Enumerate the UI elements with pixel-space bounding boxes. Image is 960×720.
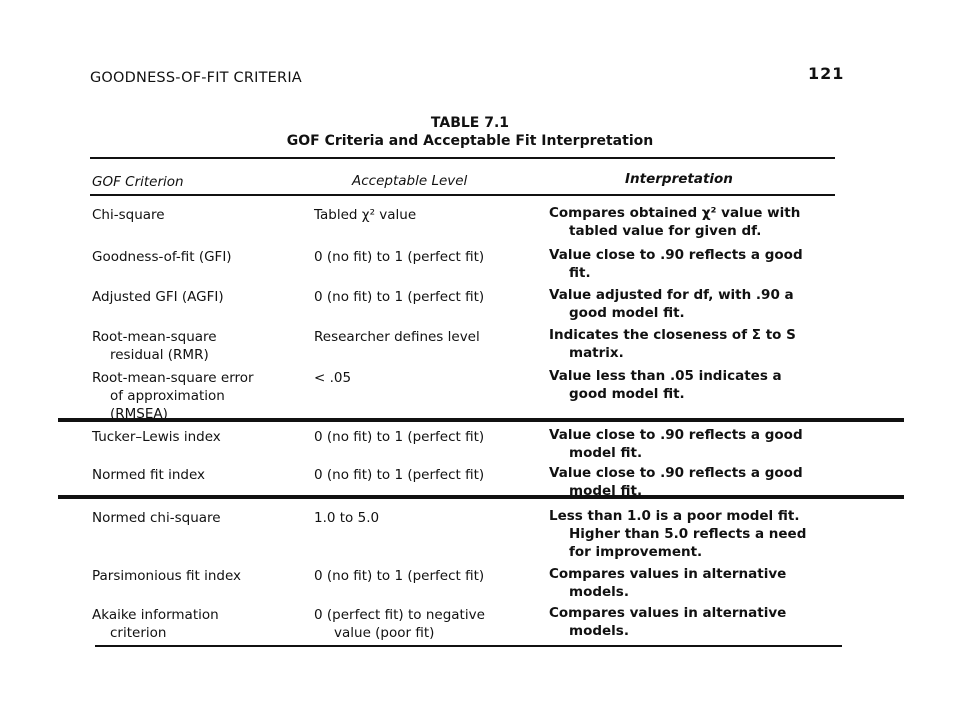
interpretation-cell: Compares values in alternative — [549, 566, 787, 582]
section-divider-2 — [58, 495, 904, 499]
interpretation-cell-cont: matrix. — [569, 345, 624, 361]
interpretation-cell-cont: models. — [569, 584, 629, 600]
interpretation-cell: Value adjusted for df, with .90 a — [549, 287, 794, 303]
criterion-cell-cont: criterion — [110, 625, 167, 641]
header-interpretation: Interpretation — [625, 171, 733, 187]
interpretation-cell-cont: Higher than 5.0 reflects a need — [569, 526, 807, 542]
criterion-cell: Normed fit index — [92, 467, 206, 483]
page-number: 121 — [808, 64, 845, 83]
interpretation-cell-cont: model fit. — [569, 483, 643, 499]
criterion-cell: Root-mean-square error — [92, 370, 254, 386]
criterion-cell: Parsimonious fit index — [92, 568, 242, 584]
table-caption: GOF Criteria and Acceptable Fit Interpretation — [286, 133, 654, 149]
level-cell: 0 (no fit) to 1 (perfect fit) — [314, 467, 485, 483]
table-top-rule — [90, 157, 835, 159]
interpretation-cell-cont: good model fit. — [569, 386, 685, 402]
interpretation-cell: Less than 1.0 is a poor model fit. — [549, 508, 800, 524]
level-cell: 0 (no fit) to 1 (perfect fit) — [314, 249, 485, 265]
level-cell: Researcher defines level — [314, 329, 480, 345]
interpretation-cell-cont: models. — [569, 623, 629, 639]
level-cell: 0 (no fit) to 1 (perfect fit) — [314, 289, 485, 305]
level-cell-cont: value (poor fit) — [334, 625, 435, 641]
level-cell: 1.0 to 5.0 — [314, 510, 380, 526]
interpretation-cell-cont: good model fit. — [569, 305, 685, 321]
interpretation-cell: Value less than .05 indicates a — [549, 368, 782, 384]
level-cell: Tabled χ² value — [314, 207, 417, 223]
interpretation-cell: Value close to .90 reflects a good — [549, 427, 803, 443]
table-number: TABLE 7.1 — [430, 115, 510, 131]
header-gof-criterion: GOF Criterion — [92, 174, 184, 190]
interpretation-cell: Indicates the closeness of Σ to S — [549, 327, 796, 343]
interpretation-cell-cont: model fit. — [569, 445, 643, 461]
criterion-cell-cont: of approximation (RMSEA) — [110, 388, 225, 422]
level-cell: 0 (perfect fit) to negative — [314, 607, 485, 623]
level-cell: < .05 — [314, 370, 352, 386]
criterion-cell: Tucker–Lewis index — [92, 429, 221, 445]
interpretation-cell-cont: fit. — [569, 265, 591, 281]
criterion-cell: Normed chi-square — [92, 510, 221, 526]
interpretation-cell: Value close to .90 reflects a good — [549, 247, 803, 263]
header-bottom-rule — [90, 194, 835, 196]
level-cell: 0 (no fit) to 1 (perfect fit) — [314, 429, 485, 445]
interpretation-cell-cont: tabled value for given df. — [569, 223, 762, 239]
interpretation-cell: Compares obtained χ² value with — [549, 205, 801, 221]
level-cell: 0 (no fit) to 1 (perfect fit) — [314, 568, 485, 584]
criterion-cell: Akaike information — [92, 607, 219, 623]
criterion-cell: Adjusted GFI (AGFI) — [92, 289, 224, 305]
running-head: GOODNESS-OF-FIT CRITERIA — [90, 70, 302, 86]
criterion-cell: Goodness-of-fit (GFI) — [92, 249, 232, 265]
table-bottom-rule — [95, 645, 842, 647]
criterion-cell-cont: residual (RMR) — [110, 347, 209, 363]
interpretation-cell-cont2: for improvement. — [569, 544, 703, 560]
interpretation-cell: Value close to .90 reflects a good — [549, 465, 803, 481]
interpretation-cell: Compares values in alternative — [549, 605, 787, 621]
criterion-cell: Chi-square — [92, 207, 165, 223]
header-acceptable-level: Acceptable Level — [352, 173, 468, 189]
criterion-cell: Root-mean-square — [92, 329, 217, 345]
